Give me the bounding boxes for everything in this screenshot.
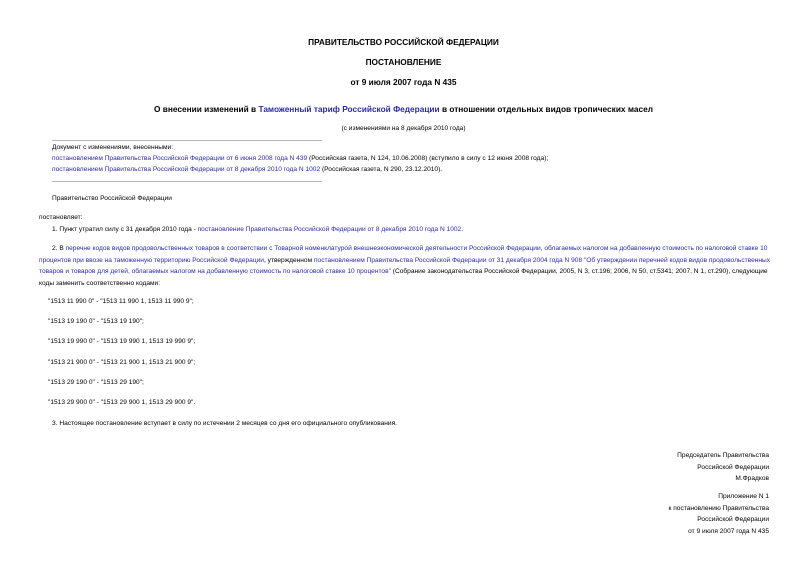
paragraph-2-end: (Собрание законодательства Российской Федерации, 2005, N 3, ст.196; 2006, N 50, ст.5341; 2007, N 1, ст.290), следующие коды заменить соответственно кодами:: [39, 268, 768, 287]
signature-position: Председатель Правительства: [677, 452, 769, 459]
decrees-word: постановляет:: [39, 214, 83, 221]
paragraph-2-start: 2. В: [52, 245, 66, 252]
appendix-date: от 9 июля 2007 года N 435: [688, 527, 769, 535]
paragraph-2: [39, 243, 771, 289]
paragraph-2-mid: , утвержденном: [263, 256, 314, 264]
amendment-item: [52, 167, 442, 174]
government-heading: ПРАВИТЕЛЬСТВО РОССИЙСКОЙ ФЕДЕРАЦИИ: [308, 37, 499, 47]
document-title: [0, 104, 807, 114]
title-suffix: в отношении отдельных видов тропических масел: [439, 104, 653, 114]
appendix-country: Российской Федерации: [697, 516, 769, 523]
paragraph-1-text: 1. Пункт утратил силу с 31 декабря 2010 года -: [52, 226, 198, 233]
signature-country: Российской Федерации: [697, 463, 769, 471]
paragraph-3: 3. Настоящее постановление вступает в силу по истечении 2 месяцев со дня его официального опубликования.: [52, 420, 398, 427]
code-replacement: "1513 29 900 0" - "1513 29 900 1, 1513 29 900 9".: [48, 399, 196, 406]
code-replacement: "1513 11 990 0" - "1513 11 990 1, 1513 11 990 9";: [48, 298, 194, 305]
paragraph-1-end: .: [461, 226, 464, 233]
revision-note: (с изменениями на 8 декабря 2010 года): [341, 125, 466, 132]
paragraph-1: [52, 227, 463, 234]
code-replacement: "1513 19 190 0" - "1513 19 190";: [48, 318, 144, 325]
appendix-number: Приложение N 1: [718, 493, 769, 500]
title-prefix: О внесении изменений в: [154, 104, 259, 114]
decree-908-link[interactable]: постановлением Правительства Российской Федерации от 31 декабря 2004 года N 908 "Об утверждении перечней кодов видов продовольственных товаров и товаров для детей, облагаемых налогом на добавленную стоимость по налоговой ставке 10 процентов": [39, 256, 771, 275]
amendment-details: (Российская газета, N 290, 23.12.2010).: [320, 166, 443, 173]
code-replacement: "1513 29 190 0" - "1513 29 190";: [48, 379, 144, 386]
amendments-bottom-rule: [52, 181, 322, 182]
amendment-details: (Российская газета, N 124, 10.06.2008) (вступило в силу с 12 июня 2008 года);: [307, 155, 549, 162]
issuer: Правительство Российской Федерации: [52, 195, 172, 202]
amendment-item: [52, 156, 548, 163]
document-date-number: от 9 июля 2007 года N 435: [350, 77, 457, 87]
appendix-header: [669, 491, 770, 537]
code-replacement: "1513 21 900 0" - "1513 21 900 1, 1513 21 900 9";: [48, 359, 196, 366]
food-codes-list-link[interactable]: перечне кодов видов продовольственных товаров в соответствии с Товарной номенклатурой внешнеэкономической деятельности Российской Федерации, облагаемых налогом на добавленную стоимость по налоговой ставке 10 процентов при ввозе на таможенную территорию Российской Федерации: [39, 245, 768, 264]
signature-block: [677, 450, 769, 485]
repeal-decree-link[interactable]: постановление Правительства Российской Федерации от 8 декабря 2010 года N 1002: [197, 226, 462, 233]
appendix-reference: к постановлению Правительства: [668, 504, 769, 512]
amendment-link[interactable]: постановлением Правительства Российской Федерации от 8 декабря 2010 года N 1002: [52, 166, 321, 173]
amendments-intro: Документ с изменениями, внесенными:: [52, 144, 174, 151]
amendment-link[interactable]: постановлением Правительства Российской Федерации от 6 июня 2008 года N 439: [52, 155, 308, 162]
amendments-top-rule: [52, 140, 322, 141]
customs-tariff-link[interactable]: Таможенный тариф Российской Федерации: [258, 104, 440, 114]
document-type: ПОСТАНОВЛЕНИЕ: [365, 57, 442, 67]
signature-name: М.Фрадков: [735, 475, 769, 482]
code-replacement: "1513 19 990 0" - "1513 19 990 1, 1513 19 990 9";: [48, 338, 196, 345]
